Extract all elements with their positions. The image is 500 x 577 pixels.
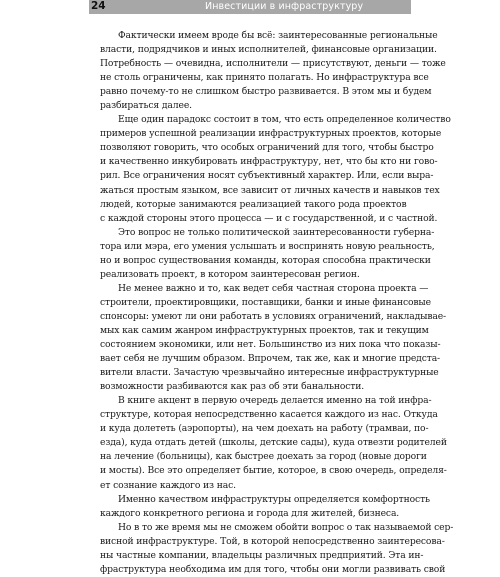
body-text (100, 29, 454, 577)
text-line: примеров успешной реализации инфраструктурных проектов, которые (100, 128, 442, 140)
text-line: фраструктура необходима им для того, чтобы они могли развивать свой (100, 563, 446, 575)
text-line: В книге акцент в первую очередь делается именно на той инфра- (118, 395, 432, 407)
text-line: висной инфраструктуре. Той, в которой непосредственно заинтересова- (100, 535, 445, 547)
text-line: Но в то же время мы не сможем обойти вопрос о так называемой сер- (118, 521, 454, 533)
text-line: с каждой стороны этого процесса — и с государственной, и с частной. (100, 212, 438, 224)
text-line: реализовать проект, в котором заинтересован регион. (100, 268, 360, 280)
text-line: равно почему-то не слишком быстро развивается. В этом мы и будем (100, 86, 432, 98)
text-line: на лечение (больницы), как быстрее доехать за город (новые дороги (100, 451, 427, 463)
text-line: ет сознание каждого из нас. (100, 479, 236, 491)
text-line: людей, которые занимаются реализацией такого рода проектов (100, 198, 407, 210)
text-line: рил. Все ограничения носят субъективный характер. Или, если выра- (100, 170, 434, 182)
text-line: Именно качеством инфраструктуры определяется комфортность (118, 493, 430, 505)
text-line: Фактически имеем вроде бы всё: заинтересованные региональные (118, 30, 438, 41)
text-line: каждого конкретного региона и города для жителей, бизнеса. (100, 507, 400, 519)
text-line: вает себя не лучшим образом. Впрочем, так же, как и многие предста- (100, 353, 441, 365)
text-line: власти, подрядчиков и иных исполнителей, финансовые организации. (100, 44, 437, 56)
text-line: позволяют говорить, что особых ограничений для того, чтобы быстро (100, 142, 434, 154)
text-line: не столь ограничены, как принято полагать. Но инфраструктура все (100, 72, 429, 84)
text-line: ны частные компании, владельцы различных предприятий. Эта ин- (100, 549, 424, 561)
text-line: и качественно инкубировать инфраструктуру, нет, что бы кто ни гово- (100, 156, 438, 168)
text-line: строители, проектировщики, поставщики, банки и иные финансовые (100, 296, 431, 308)
text-line: структуре, которая непосредственно касается каждого из нас. Откуда (100, 409, 438, 421)
text-line: но и вопрос существования команды, которая способна практически (100, 254, 431, 266)
text-line: возможности разбиваются как раз об эти банальности. (100, 381, 365, 393)
running-head-title: Инвестиции в инфраструктуру (205, 1, 364, 12)
text-line: езда), куда отдать детей (школы, детские сады), куда отвезти родителей (100, 437, 447, 449)
text-line: Это вопрос не только политической заинтересованности губерна- (118, 226, 435, 238)
text-line: и куда долететь (аэропорты), на чем доехать на работу (трамваи, по- (100, 423, 429, 435)
text-line: тора или мэра, его умения услышать и воспринять новую реальность, (100, 240, 435, 252)
text-line: и мосты). Все это определяет бытие, которое, в свою очередь, определя- (100, 465, 447, 477)
text-line: мых как самим жанром инфраструктурных проектов, так и текущим (100, 324, 429, 336)
text-line: спонсоры: умеют ли они работать в условиях ограничений, накладывае- (100, 310, 447, 322)
text-line: состоянием экономики, или нет. Большинство из них пока что показы- (100, 339, 441, 351)
text-line: Еще один парадокс состоит в том, что есть определенное количество (118, 114, 451, 126)
text-line: жаться простым языком, все зависит от личных качеств и навыков тех (100, 184, 440, 196)
page-number: 24 (91, 0, 106, 12)
text-line: вители власти. Зачастую чрезвычайно интересные инфраструктурные (100, 367, 439, 379)
text-line: Не менее важно и то, как ведет себя частная сторона проекта — (118, 282, 429, 294)
text-line: Потребность — очевидна, исполнители — присутствуют, деньги — тоже (100, 58, 446, 70)
text-line: разбираться далее. (100, 100, 192, 112)
running-head-bar (89, 0, 411, 14)
